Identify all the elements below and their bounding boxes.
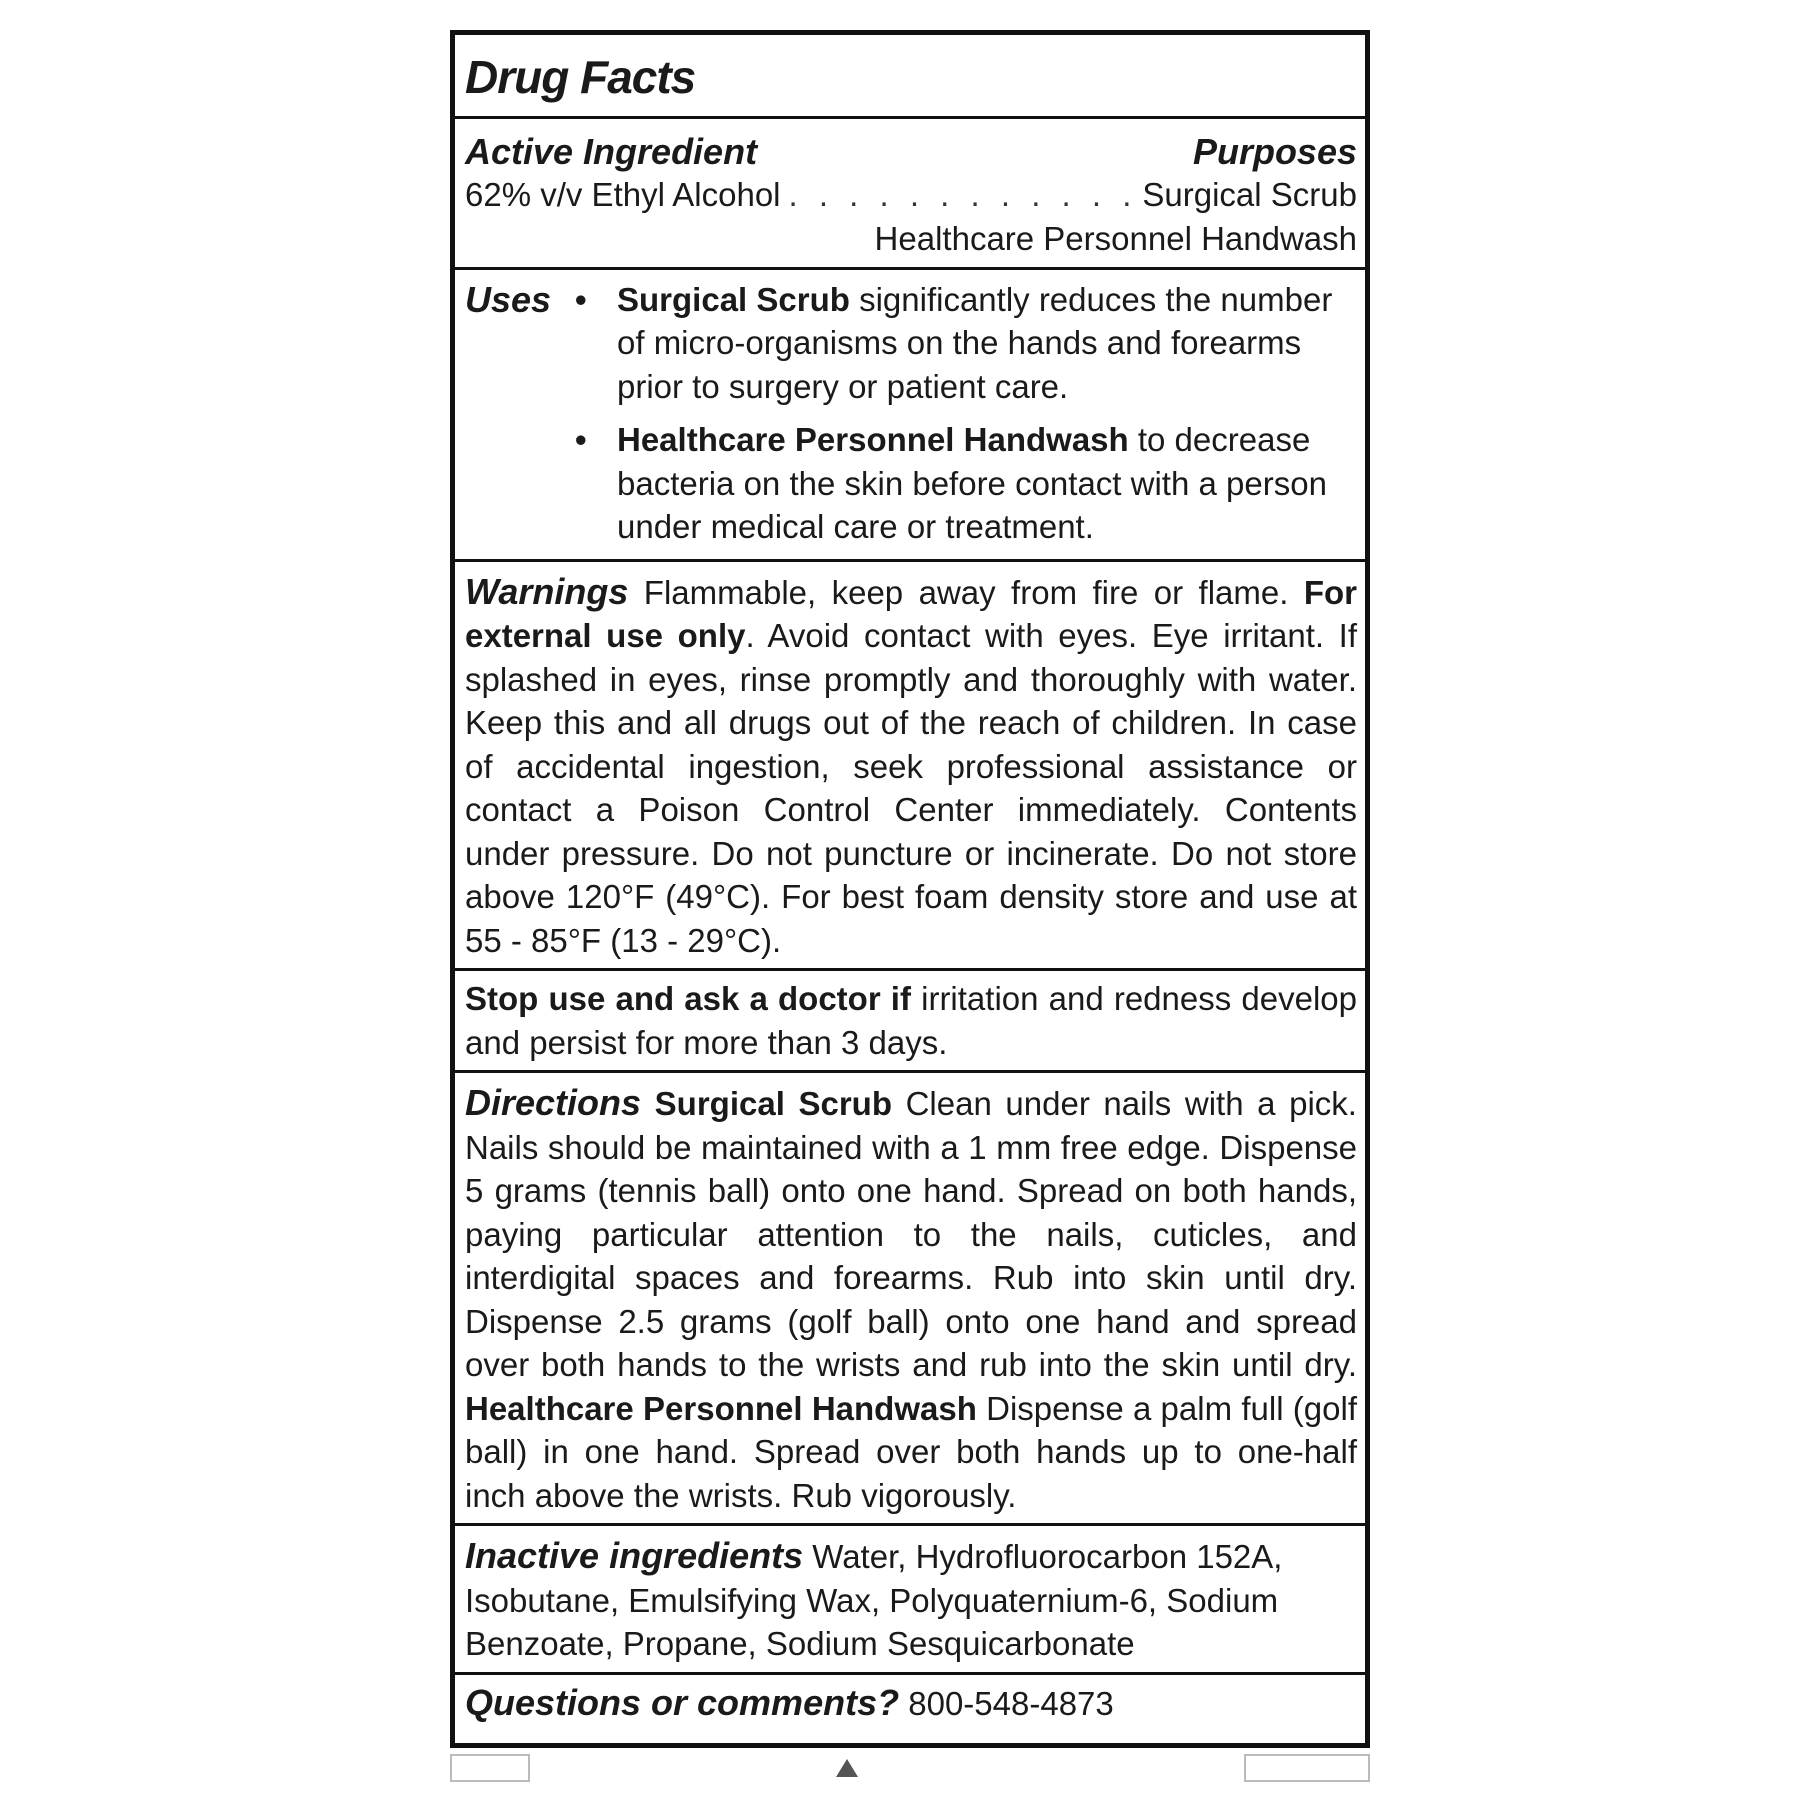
drug-facts-title: Drug Facts [465, 51, 696, 103]
use-2-text: to decrease bacteria on the skin before contact with a person under medical care or treatment. [617, 421, 1327, 545]
purpose-2: Healthcare Personnel Handwash [874, 220, 1357, 257]
active-header-row [465, 131, 1357, 173]
recycle-icon [836, 1759, 858, 1777]
inactive-ingredients-section [455, 1526, 1365, 1675]
warnings-bold: For external use only [465, 573, 1357, 654]
list-item [575, 278, 1357, 409]
warnings-heading: Warnings [465, 570, 629, 612]
title-section [455, 35, 1365, 119]
bullet-icon: • [575, 280, 587, 318]
use-2-bold: Healthcare Personnel Handwash [617, 421, 1129, 458]
purposes-heading: Purposes [1192, 131, 1357, 172]
directions-bold-1: Surgical Scrub [641, 1085, 892, 1122]
ingredient-name: 62% v/v Ethyl Alcohol [465, 176, 781, 213]
warnings-text-2: . Avoid contact with eyes. Eye irritant. If splashed in eyes, rinse promptly and thoroughly with water. Keep this and all drugs out of the reach of children. In case of accidental ingestion, seek professional assistance or contact a Poison Control Center immediately. Contents under pressure. Do not puncture or incinerate. Do not store above 120°F (49°C). For best foam density store and use at 55 - 85°F (13 - 29°C). [465, 617, 1357, 959]
directions-heading: Directions [465, 1082, 642, 1123]
inactive-text: Water, Hydrofluorocarbon 152A, Isobutane, Emulsifying Wax, Polyquaternium-6, Sodium Benzoate, Propane, Sodium Sesquicarbonate [465, 1538, 1283, 1662]
questions-heading: Questions or comments? [465, 1681, 900, 1723]
inactive-heading: Inactive ingredients [465, 1535, 804, 1576]
directions-text-1: Clean under nails with a pick. Nails should be maintained with a 1 mm free edge. Dispense 5 grams (tennis ball) onto one hand. Spread on both hands, paying particular attention to the nails, cuticles, and interdigital spaces and forearms. Rub into skin until dry. Dispense 2.5 grams (golf ball) onto one hand and spread over both hands to the wrists and rub into the skin until dry. [465, 1085, 1357, 1383]
bullet-icon: • [575, 421, 587, 458]
questions-section [455, 1675, 1365, 1732]
directions-section [455, 1073, 1365, 1526]
warnings-section [455, 562, 1365, 972]
active-ingredient-section [455, 119, 1365, 270]
footer-code-center [830, 1754, 952, 1778]
stop-use-text: irritation and redness develop and persist for more than 3 days. [465, 980, 1357, 1061]
use-1-bold: Surgical Scrub [617, 280, 850, 318]
directions-text-2: Dispense a palm full (golf ball) in one hand. Spread over both hands up to one-half inch above the wrists. Rub vigorously. [465, 1389, 1357, 1514]
warnings-text-1: Flammable, keep away from fire or flame. [628, 573, 1304, 611]
uses-heading: Uses [465, 278, 552, 320]
ingredient-row [465, 173, 1357, 217]
stop-use-section [455, 971, 1365, 1073]
active-ingredient-heading: Active Ingredient [465, 131, 758, 172]
uses-block [465, 278, 1357, 559]
directions-bold-2: Healthcare Personnel Handwash [465, 1389, 977, 1427]
stop-use-bold: Stop use and ask a doctor if [465, 980, 911, 1017]
leader-dots [789, 173, 1135, 217]
drug-facts-label [450, 30, 1370, 1748]
purpose-1: Surgical Scrub [1142, 176, 1357, 213]
footer-code-right [1244, 1754, 1370, 1782]
phone-number: 800-548-4873 [899, 1684, 1114, 1722]
uses-list [575, 278, 1357, 559]
list-item [575, 418, 1357, 549]
uses-section [455, 270, 1365, 562]
use-1-text: significantly reduces the number of micro-organisms on the hands and forearms prior to surgery or patient care. [617, 280, 1333, 405]
footer-code-left [450, 1754, 530, 1782]
